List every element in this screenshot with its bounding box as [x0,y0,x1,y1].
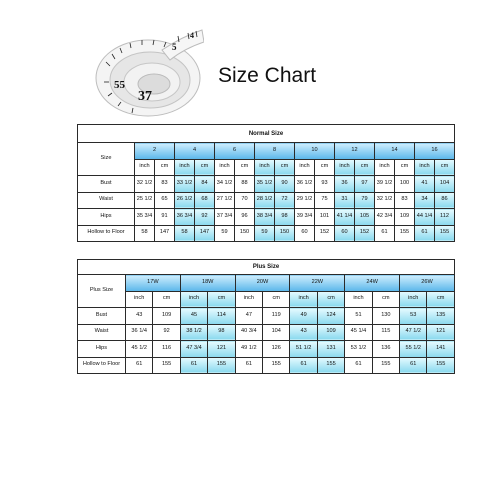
value-cell: 36 [335,176,355,193]
corner-label: Plus Size [78,275,126,308]
caption-row [78,260,455,275]
unit-cell: cm [372,291,399,308]
value-cell: 36 3/4 [175,209,195,226]
value-cell: 45 1/2 [126,341,153,358]
value-cell: 116 [153,341,180,358]
size-header: 16 [415,143,455,160]
value-cell: 61 [126,357,153,374]
size-header: 14 [375,143,415,160]
value-cell: 41 1/4 [335,209,355,226]
normal-size-table [77,124,455,242]
value-cell: 51 1/2 [290,341,317,358]
table-row [78,308,455,325]
value-cell: 60 [295,225,315,242]
value-cell: 79 [355,192,375,209]
unit-cell: cm [208,291,235,308]
tape-number: 55 [114,79,125,91]
unit-cell: cm [275,159,295,176]
table-row [78,209,455,226]
value-cell: 32 1/2 [135,176,155,193]
size-header: 17W [126,275,181,292]
size-header: 18W [180,275,235,292]
tape-number: 37 [138,89,152,104]
value-cell: 152 [315,225,335,242]
value-cell: 88 [235,176,255,193]
value-cell: 155 [395,225,415,242]
unit-cell: cm [395,159,415,176]
unit-cell: cm [195,159,215,176]
value-cell: 49 1/2 [235,341,262,358]
caption-row [78,125,455,143]
value-cell: 126 [263,341,290,358]
size-header: 22W [290,275,345,292]
value-cell: 43 [290,324,317,341]
value-cell: 147 [155,225,175,242]
row-label: Hips [78,341,126,358]
value-cell: 112 [435,209,455,226]
value-cell: 53 [400,308,427,325]
unit-cell: cm [155,159,175,176]
unit-cell: cm [435,159,455,176]
unit-cell: inch [415,159,435,176]
value-cell: 109 [317,324,344,341]
size-header-row [78,275,455,292]
value-cell: 135 [427,308,455,325]
value-cell: 47 3/4 [180,341,207,358]
value-cell: 32 1/2 [375,192,395,209]
value-cell: 124 [317,308,344,325]
value-cell: 41 [415,176,435,193]
size-header-row [78,143,455,160]
value-cell: 47 [235,308,262,325]
unit-cell: inch [235,291,262,308]
value-cell: 38 1/2 [180,324,207,341]
unit-cell: inch [290,291,317,308]
value-cell: 28 1/2 [255,192,275,209]
value-cell: 98 [275,209,295,226]
row-label: Hips [78,209,135,226]
value-cell: 39 3/4 [295,209,315,226]
value-cell: 121 [427,324,455,341]
unit-cell: inch [135,159,155,176]
value-cell: 45 1/4 [345,324,372,341]
row-label: Bust [78,308,126,325]
value-cell: 47 1/2 [400,324,427,341]
value-cell: 155 [263,357,290,374]
value-cell: 61 [400,357,427,374]
unit-cell: inch [345,291,372,308]
size-header: 26W [400,275,455,292]
size-header: 6 [215,143,255,160]
value-cell: 131 [317,341,344,358]
corner-label: Size [78,143,135,176]
value-cell: 61 [345,357,372,374]
value-cell: 121 [208,341,235,358]
value-cell: 93 [315,176,335,193]
plus-size-table [77,259,455,374]
value-cell: 109 [153,308,180,325]
value-cell: 150 [235,225,255,242]
value-cell: 75 [315,192,335,209]
value-cell: 70 [235,192,255,209]
table-row [78,324,455,341]
value-cell: 155 [153,357,180,374]
value-cell: 68 [195,192,215,209]
unit-cell: inch [126,291,153,308]
value-cell: 39 1/2 [375,176,395,193]
value-cell: 58 [175,225,195,242]
unit-cell: inch [335,159,355,176]
size-header: 20W [235,275,290,292]
row-label: Bust [78,176,135,193]
value-cell: 83 [395,192,415,209]
value-cell: 155 [427,357,455,374]
value-cell: 37 3/4 [215,209,235,226]
page-title: Size Chart [218,64,317,87]
value-cell: 114 [208,308,235,325]
tape-number: 4 [190,31,194,40]
unit-cell: inch [175,159,195,176]
unit-cell: inch [375,159,395,176]
value-cell: 97 [355,176,375,193]
value-cell: 34 1/2 [215,176,235,193]
value-cell: 115 [372,324,399,341]
value-cell: 61 [375,225,395,242]
size-header: 2 [135,143,175,160]
value-cell: 91 [155,209,175,226]
value-cell: 130 [372,308,399,325]
value-cell: 104 [263,324,290,341]
unit-cell: cm [153,291,180,308]
value-cell: 155 [372,357,399,374]
value-cell: 59 [215,225,235,242]
value-cell: 25 1/2 [135,192,155,209]
value-cell: 31 [335,192,355,209]
unit-cell: cm [317,291,344,308]
value-cell: 84 [195,176,215,193]
value-cell: 100 [395,176,415,193]
value-cell: 150 [275,225,295,242]
unit-cell: inch [255,159,275,176]
tape-measure-image [92,22,204,122]
value-cell: 119 [263,308,290,325]
tape-number: 5 [172,42,177,52]
table-caption: Plus Size [78,260,455,275]
size-header: 10 [295,143,335,160]
value-cell: 59 [255,225,275,242]
value-cell: 26 1/2 [175,192,195,209]
value-cell: 58 [135,225,155,242]
row-label: Hollow to Floor [78,357,126,374]
value-cell: 38 3/4 [255,209,275,226]
unit-cell: cm [263,291,290,308]
value-cell: 27 1/2 [215,192,235,209]
value-cell: 155 [435,225,455,242]
value-cell: 109 [395,209,415,226]
row-label: Waist [78,324,126,341]
value-cell: 61 [180,357,207,374]
value-cell: 147 [195,225,215,242]
value-cell: 96 [235,209,255,226]
value-cell: 43 [126,308,153,325]
row-label: Hollow to Floor [78,225,135,242]
value-cell: 53 1/2 [345,341,372,358]
table-row [78,225,455,242]
value-cell: 35 3/4 [135,209,155,226]
table-row [78,192,455,209]
size-header: 12 [335,143,375,160]
value-cell: 86 [435,192,455,209]
value-cell: 155 [317,357,344,374]
size-header: 4 [175,143,215,160]
value-cell: 34 [415,192,435,209]
value-cell: 49 [290,308,317,325]
value-cell: 104 [435,176,455,193]
table-row [78,341,455,358]
value-cell: 101 [315,209,335,226]
value-cell: 92 [195,209,215,226]
size-header: 8 [255,143,295,160]
value-cell: 152 [355,225,375,242]
value-cell: 141 [427,341,455,358]
size-header: 24W [345,275,400,292]
unit-cell: inch [295,159,315,176]
value-cell: 42 3/4 [375,209,395,226]
value-cell: 45 [180,308,207,325]
value-cell: 60 [335,225,355,242]
value-cell: 35 1/2 [255,176,275,193]
value-cell: 55 1/2 [400,341,427,358]
table-caption: Normal Size [78,125,455,143]
unit-cell: cm [235,159,255,176]
value-cell: 36 1/2 [295,176,315,193]
value-cell: 40 3/4 [235,324,262,341]
value-cell: 44 1/4 [415,209,435,226]
unit-cell: cm [355,159,375,176]
value-cell: 61 [290,357,317,374]
table-row [78,176,455,193]
value-cell: 51 [345,308,372,325]
value-cell: 29 1/2 [295,192,315,209]
unit-cell: cm [315,159,335,176]
value-cell: 90 [275,176,295,193]
unit-cell: inch [215,159,235,176]
value-cell: 33 1/2 [175,176,195,193]
value-cell: 83 [155,176,175,193]
value-cell: 72 [275,192,295,209]
unit-cell: cm [427,291,455,308]
value-cell: 36 1/4 [126,324,153,341]
value-cell: 155 [208,357,235,374]
row-label: Waist [78,192,135,209]
unit-cell: inch [180,291,207,308]
unit-cell: inch [400,291,427,308]
table-row [78,357,455,374]
value-cell: 136 [372,341,399,358]
value-cell: 92 [153,324,180,341]
value-cell: 98 [208,324,235,341]
value-cell: 61 [235,357,262,374]
value-cell: 105 [355,209,375,226]
value-cell: 65 [155,192,175,209]
unit-row [78,159,455,176]
value-cell: 61 [415,225,435,242]
unit-row [78,291,455,308]
